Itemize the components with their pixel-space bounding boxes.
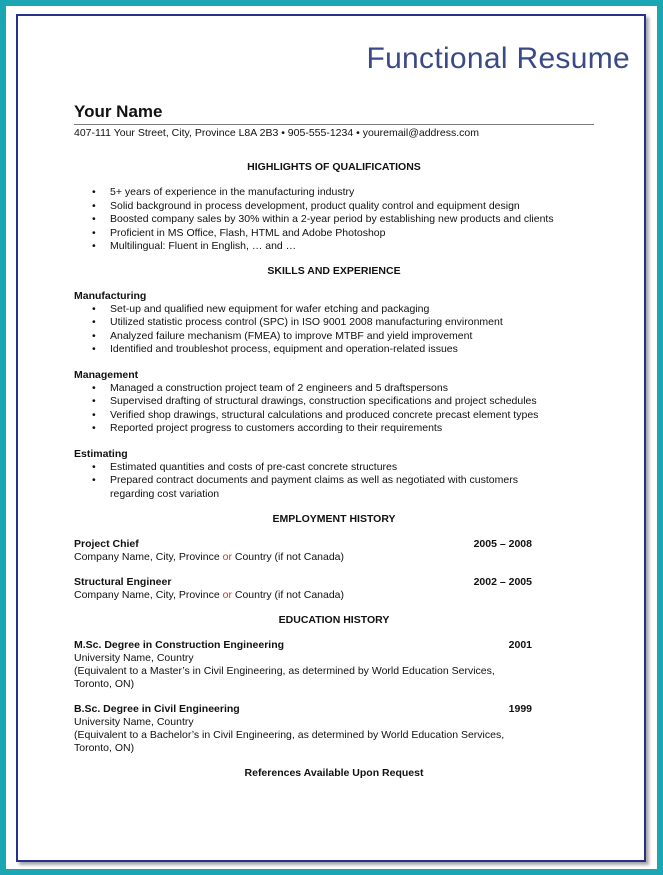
employment-title: EMPLOYMENT HISTORY xyxy=(272,513,396,525)
degree-name: M.Sc. Degree in Construction Engineering xyxy=(74,639,285,651)
list-item: • Proficient in MS Office, Flash, HTML and Adobe Photoshop xyxy=(74,227,594,241)
degree-school: University Name, Country xyxy=(74,716,194,728)
degree-year: 1999 xyxy=(508,703,532,715)
degree-name: B.Sc. Degree in Civil Engineering xyxy=(74,703,240,715)
resume-content xyxy=(74,102,594,780)
list-item: • Estimated quantities and costs of pre-cast concrete structures xyxy=(74,461,594,475)
list-item: • Supervised drafting of structural drawings, construction specifications and project schedules xyxy=(74,395,594,409)
list-item: • Managed a construction project team of 2 engineers and 5 draftspersons xyxy=(74,382,594,396)
list-item: • Reported project progress to customers according to their requirements xyxy=(74,422,594,436)
job-entry xyxy=(74,538,594,564)
resume-page xyxy=(16,14,646,862)
skill-group-list xyxy=(74,382,594,436)
skill-group-list xyxy=(74,303,594,357)
skill-group-title: Estimating xyxy=(74,447,128,460)
document-title: Functional Resume xyxy=(366,42,630,75)
highlights-list xyxy=(74,186,594,254)
job-entry xyxy=(74,576,594,602)
list-item: • Solid background in process development, product quality control and equipment design xyxy=(74,200,594,214)
job-company: Company Name, City, Province or Country (if not Canada) xyxy=(74,551,345,563)
highlights-title: HIGHLIGHTS OF QUALIFICATIONS xyxy=(247,161,421,173)
skills-title: SKILLS AND EXPERIENCE xyxy=(267,264,401,277)
skill-group-title: Manufacturing xyxy=(74,289,147,302)
degree-note: (Equivalent to a Bachelor’s in Civil Engineering, as determined by World Education Services, Toronto, ON) xyxy=(74,729,505,754)
list-item: • Set-up and qualified new equipment for wafer etching and packaging xyxy=(74,303,594,317)
list-item: • Identified and troubleshot process, equipment and operation-related issues xyxy=(74,343,594,357)
job-dates: 2005 – 2008 xyxy=(473,538,532,550)
degree-school: University Name, Country xyxy=(74,652,194,664)
list-item: • Multilingual: Fluent in English, … and … xyxy=(74,240,594,254)
degree-entry xyxy=(74,639,594,691)
contact-line: 407-111 Your Street, City, Province L8A 2B3 • 905-555-1234 • youremail@address.com xyxy=(74,124,594,140)
page-frame xyxy=(6,6,657,869)
references-note: References Available Upon Request xyxy=(244,767,424,779)
skill-group-list xyxy=(74,461,594,502)
degree-entry xyxy=(74,703,594,755)
degree-note: (Equivalent to a Master’s in Civil Engineering, as determined by World Education Services, Toronto, ON) xyxy=(74,665,495,690)
list-item: • Utilized statistic process control (SPC) in ISO 9001 2008 manufacturing environment xyxy=(74,316,594,330)
list-item: • Analyzed failure mechanism (FMEA) to improve MTBF and yield improvement xyxy=(74,330,594,344)
job-company: Company Name, City, Province or Country (if not Canada) xyxy=(74,589,345,601)
list-item: • Boosted company sales by 30% within a 2-year period by establishing new products and clients xyxy=(74,213,594,227)
education-title: EDUCATION HISTORY xyxy=(278,614,390,626)
degree-year: 2001 xyxy=(508,639,532,651)
list-item: • 5+ years of experience in the manufacturing industry xyxy=(74,186,594,200)
job-dates: 2002 – 2005 xyxy=(473,576,532,588)
job-position: Structural Engineer xyxy=(74,576,172,588)
job-position: Project Chief xyxy=(74,538,139,550)
list-item: • Prepared contract documents and payment claims as well as negotiated with customers regarding cost variation xyxy=(74,474,550,501)
list-item: • Verified shop drawings, structural calculations and produced concrete precast element types xyxy=(74,409,594,423)
candidate-name: Your Name xyxy=(74,102,163,121)
skill-group-title: Management xyxy=(74,368,139,381)
